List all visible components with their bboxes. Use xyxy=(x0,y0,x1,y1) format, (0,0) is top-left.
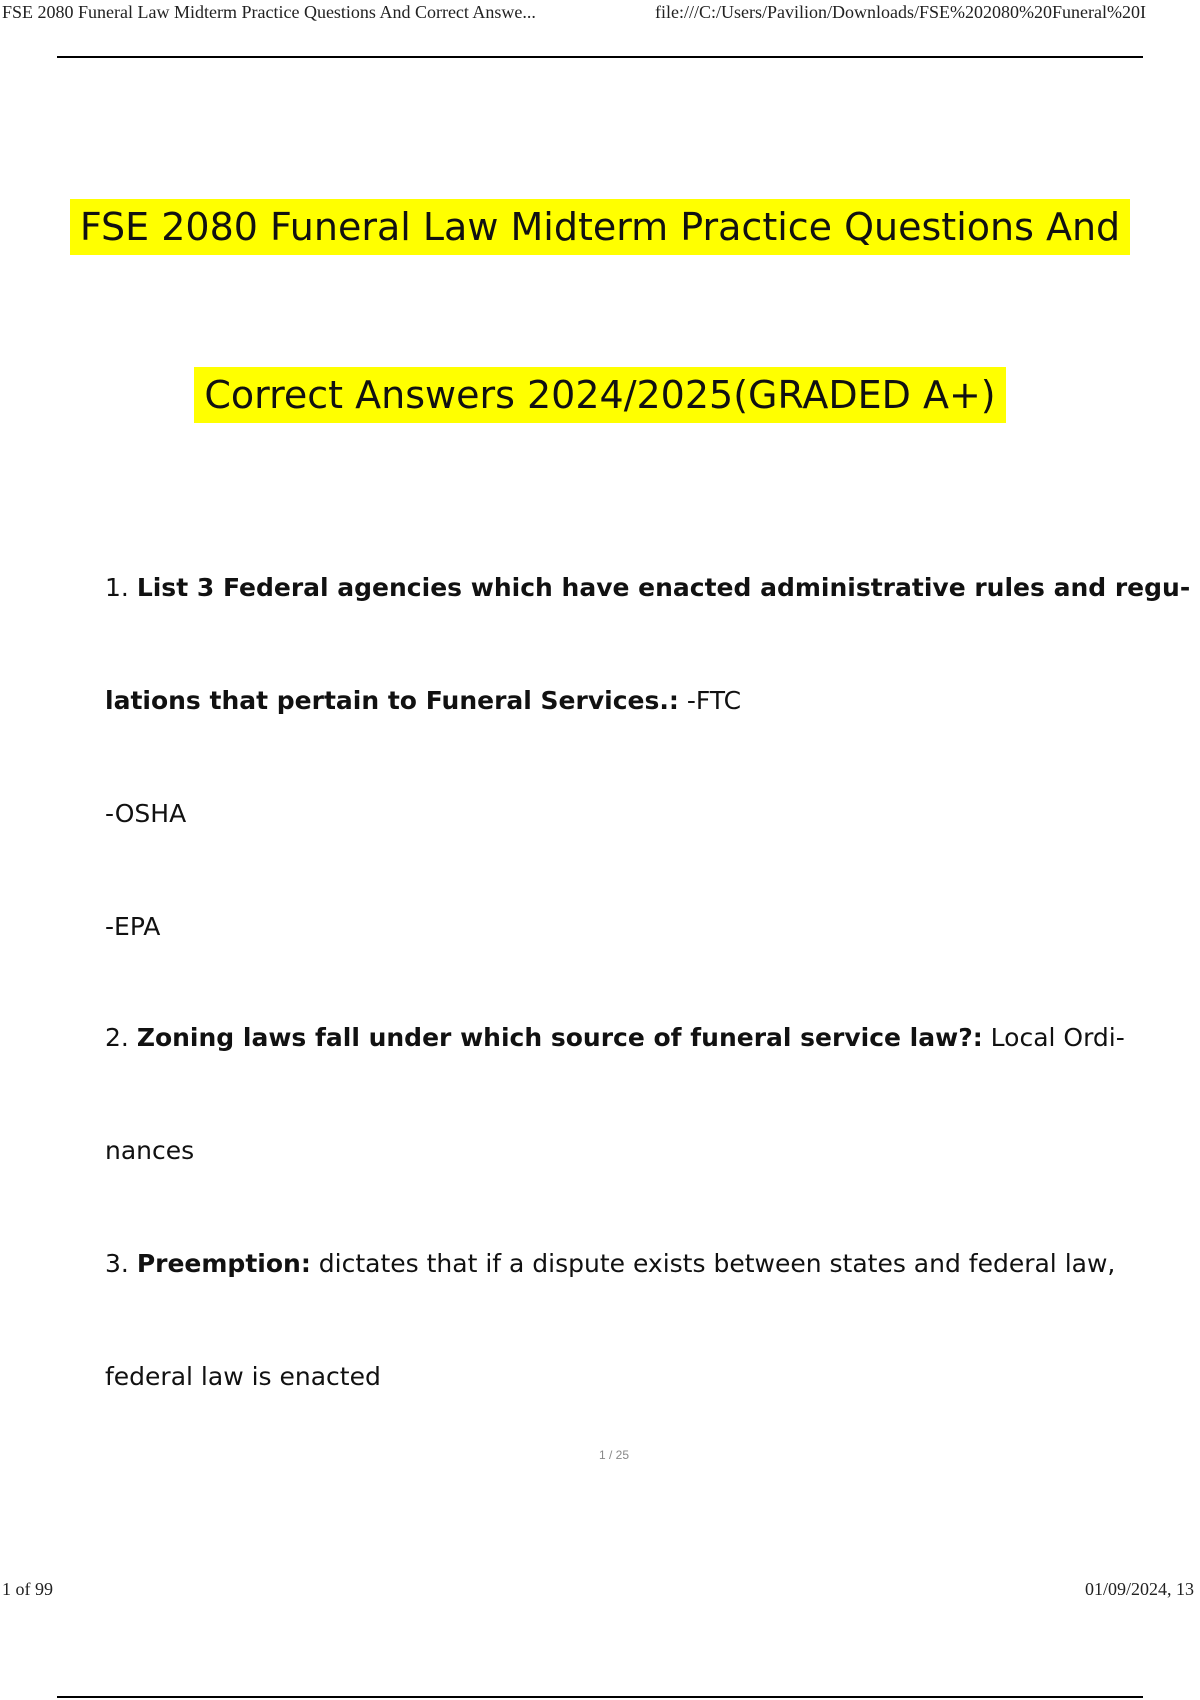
print-header xyxy=(0,0,1200,30)
question-1-text-part-2: lations that pertain to Funeral Services.: xyxy=(105,686,679,715)
title-highlight-2: Correct Answers 2024/2025(GRADED A+) xyxy=(194,367,1005,423)
question-1-line-2 xyxy=(105,688,741,713)
question-2-answer-part-1: Local Ordi- xyxy=(990,1023,1125,1052)
question-3-number: 3. xyxy=(105,1249,129,1278)
question-1-number: 1. xyxy=(105,573,129,602)
question-3-line-1 xyxy=(105,1251,1115,1276)
question-2-text: Zoning laws fall under which source of funeral service law?: xyxy=(136,1023,983,1052)
question-1-answer-1: -FTC xyxy=(686,686,742,715)
document-title-line-1 xyxy=(0,205,1200,249)
document-title-line-2 xyxy=(0,373,1200,417)
footer-divider xyxy=(57,1696,1143,1698)
question-2-answer-part-2: nances xyxy=(105,1136,195,1165)
question-1-answer-2: -OSHA xyxy=(105,799,187,828)
question-3-answer-part-2: federal law is enacted xyxy=(105,1362,381,1391)
title-highlight-1: FSE 2080 Funeral Law Midterm Practice Questions And xyxy=(70,199,1130,255)
question-2-number: 2. xyxy=(105,1023,129,1052)
header-divider xyxy=(57,56,1143,58)
page-number: 1 / 25 xyxy=(598,1448,630,1462)
print-header-title: FSE 2080 Funeral Law Midterm Practice Questions And Correct Answe... xyxy=(2,2,536,22)
question-1-answer-3: -EPA xyxy=(105,912,161,941)
print-header-url: file:///C:/Users/Pavilion/Downloads/FSE%202080%20Funeral%20I xyxy=(655,2,1146,22)
print-footer-page-count: 1 of 99 xyxy=(2,1579,53,1599)
question-2-line-1 xyxy=(105,1025,1125,1050)
print-footer-datetime: 01/09/2024, 13 xyxy=(1085,1579,1195,1599)
question-1-text-part-1: List 3 Federal agencies which have enacted administrative rules and regu- xyxy=(136,573,1191,602)
question-1-line-1 xyxy=(105,575,1190,600)
question-3-text: Preemption: xyxy=(136,1249,311,1278)
question-3-answer-part-1: dictates that if a dispute exists between states and federal law, xyxy=(318,1249,1116,1278)
